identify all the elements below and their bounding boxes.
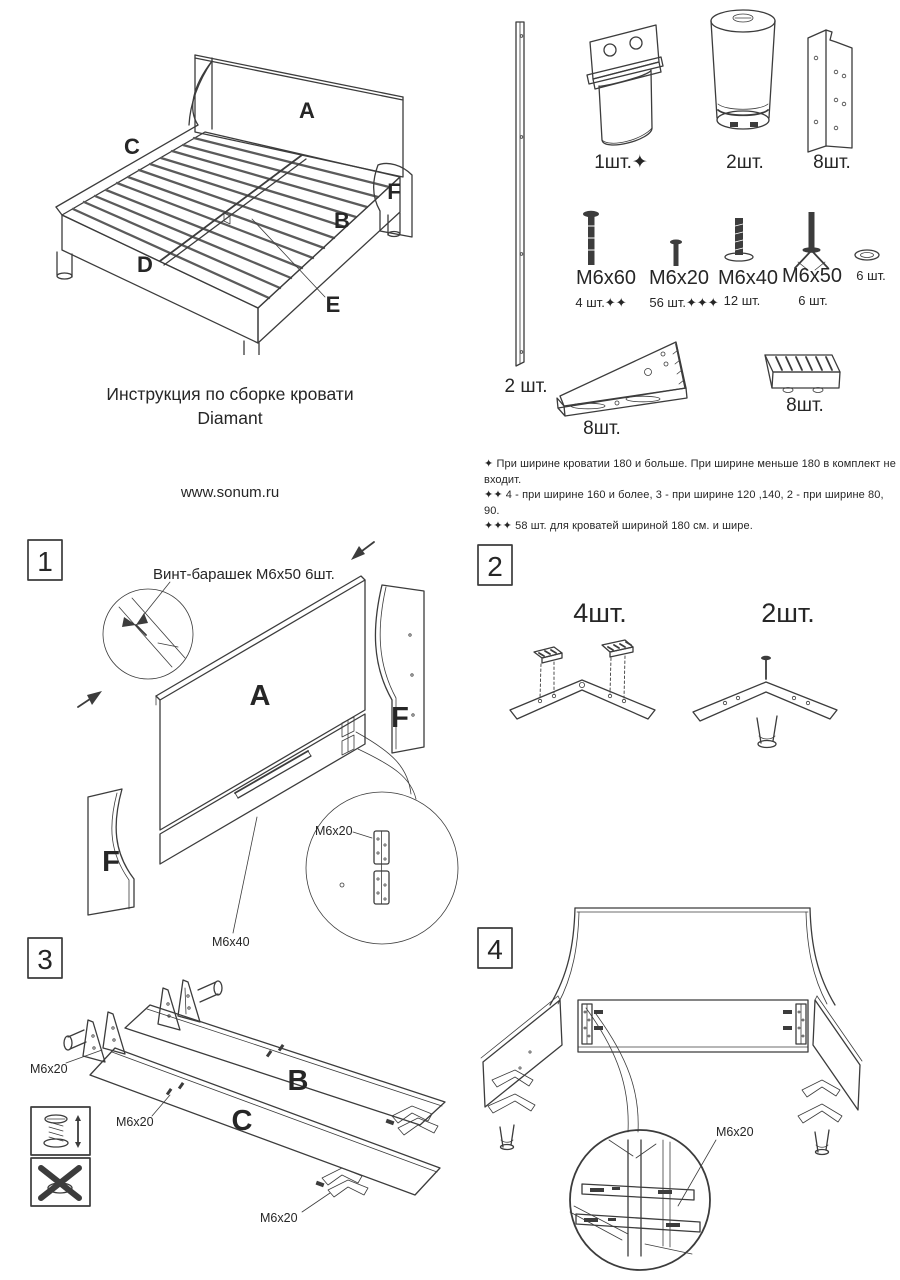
corner-bracket-icon	[808, 30, 852, 152]
overview-label-e: E	[325, 292, 341, 317]
step1-m6x40-label: M6x40	[212, 935, 250, 949]
bed-isometric-drawing-icon	[56, 55, 412, 355]
step1-m6x20-label: M6x20	[315, 824, 353, 838]
step3-label-c: C	[231, 1105, 253, 1137]
step3-label-b: B	[287, 1065, 309, 1097]
glide-pad-icon	[765, 355, 840, 393]
triangle-bracket-qty-label: 8шт.	[583, 418, 621, 439]
triangle-bracket-icon	[557, 342, 687, 416]
step-3-diagram	[20, 930, 470, 1280]
step-4-diagram	[470, 900, 898, 1280]
title-line-1: Инструкция по сборке кровати	[106, 384, 354, 404]
cylinder-leg-qty-label: 2шт.	[726, 152, 764, 173]
bracket-with-pads-icon	[510, 640, 655, 719]
glide-pad-qty-label: 8шт.	[786, 395, 824, 416]
screw-m6x50-label: М6х50	[781, 265, 843, 287]
screw-gap-warning-icon	[31, 1107, 90, 1155]
screw-m6x50-qty: 6 шт.	[798, 293, 828, 308]
no-tighten-warning-icon	[31, 1158, 90, 1206]
washer-qty-label: 6 шт.	[856, 268, 886, 283]
cylinder-leg-icon	[711, 10, 775, 129]
bracket-with-leg-icon	[693, 656, 837, 748]
step-3-number: 3	[37, 944, 53, 975]
step2-qty-left: 4шт.	[573, 598, 627, 628]
screw-m6x60-qty: 4 шт.✦✦	[575, 295, 627, 310]
screw-m6x40-icon	[725, 218, 753, 261]
step2-qty-right: 2шт.	[761, 598, 815, 628]
screw-m6x60-icon	[583, 211, 599, 265]
headboard-assembly-drawing-icon	[78, 542, 458, 944]
long-slat-icon	[516, 22, 524, 366]
footnotes	[484, 457, 896, 535]
bed-overview-diagram	[20, 15, 470, 355]
footnote-3: ✦✦✦ 58 шт. для кроватей шириной 180 см. и шире.	[484, 520, 753, 532]
overview-label-c: C	[124, 134, 140, 159]
screw-m6x20-label: М6х20	[648, 267, 710, 289]
parts-list-panel	[480, 0, 900, 450]
wing-screw-callout: Винт-барашек М6х50 6шт.	[153, 566, 335, 583]
step-4-number: 4	[487, 934, 503, 965]
step3-m6x20-top: M6x20	[30, 1062, 68, 1076]
screw-m6x20-qty: 56 шт.✦✦✦	[649, 295, 719, 310]
side-rails-drawing-icon	[64, 980, 445, 1212]
step4-m6x20-label: M6x20	[716, 1125, 754, 1139]
frame-assembly-drawing-icon	[481, 908, 862, 1270]
screw-m6x20-icon	[670, 240, 682, 267]
screw-m6x40-qty: 12 шт.	[723, 293, 761, 308]
footnote-2: ✦✦ 4 - при ширине 160 и более, 3 - при ширине 120 ,140, 2 - при ширине 80, 90.	[484, 489, 884, 517]
step-2-diagram	[470, 540, 890, 780]
headboard-leg-qty-label: 1шт.✦	[594, 152, 648, 173]
document-title	[40, 382, 420, 430]
step1-label-f-left: F	[102, 846, 120, 878]
title-line-2: Diamant	[197, 408, 263, 428]
website-link: www.sonum.ru	[180, 484, 280, 501]
screw-m6x40-label: М6х40	[717, 267, 779, 289]
step-1-diagram	[20, 535, 465, 965]
footnote-1: ✦ При ширине кроватии 180 и больше. При ширине меньше 180 в комплект не входит.	[484, 458, 896, 486]
overview-label-f: F	[387, 179, 401, 204]
step3-m6x20-mid: M6x20	[116, 1115, 154, 1129]
screw-m6x50-icon	[795, 212, 828, 270]
washer-icon	[855, 250, 879, 260]
step1-label-f-right: F	[391, 702, 409, 734]
step-2-number: 2	[487, 551, 503, 582]
step3-m6x20-bottom: M6x20	[260, 1211, 298, 1225]
screw-m6x60-label: М6х60	[575, 267, 637, 289]
overview-label-b: B	[334, 208, 350, 233]
corner-bracket-qty-label: 8шт.	[813, 152, 851, 173]
headboard-leg-bracket-icon	[587, 25, 663, 145]
step1-label-a: A	[249, 680, 271, 712]
overview-label-a: A	[299, 98, 315, 123]
slat-qty-label: 2 шт.	[504, 376, 548, 397]
overview-label-d: D	[137, 252, 153, 277]
step-1-number: 1	[37, 546, 53, 577]
